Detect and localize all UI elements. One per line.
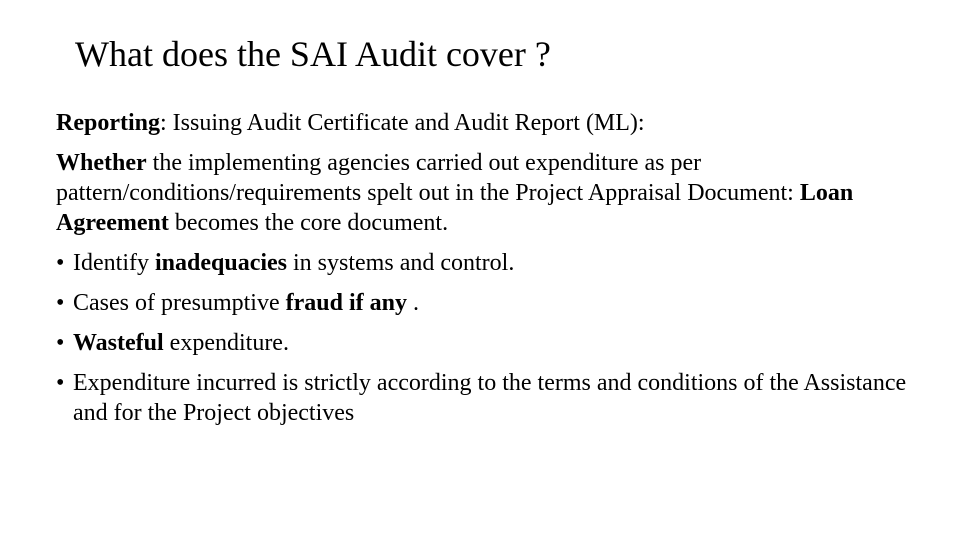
loan-agreement-emphasis: Loan Agreement [56,180,854,236]
bullet-text-before: Identify [73,250,155,276]
bullet-item-fraud [56,288,916,318]
bullet-list [56,248,916,428]
bullet-symbol: • [56,290,65,316]
bullet-text-after: in systems and control. [287,250,515,276]
bullet-symbol: • [56,330,65,356]
whether-paragraph [56,148,916,238]
bullet-text-bold: Wasteful [73,330,164,356]
whether-label: Whether [56,150,147,176]
whether-text-after: becomes the core document. [168,210,449,236]
bullet-text-before: Cases of presumptive [73,290,286,316]
whether-text-before: the implementing agencies carried out expenditure as per pattern/conditions/requirements spelt out in the Project Appraisal Document: [56,150,800,206]
bullet-text-after: expenditure. [163,330,289,356]
bullet-text-before: Expenditure incurred is strictly according to the terms and conditions of the Assistance and for the Project objectives [73,370,907,426]
bullet-item-wasteful [56,328,916,358]
slide-content [56,108,916,438]
bullet-symbol: • [56,370,65,396]
slide-title: What does the SAI Audit cover ? [75,34,551,74]
bullet-text-bold: inadequacies [154,250,288,276]
reporting-label: Reporting [56,110,160,136]
bullet-item-expenditure [56,368,916,428]
bullet-item-inadequacies [56,248,916,278]
bullet-text-bold: fraud if any [285,290,407,316]
reporting-text: : Issuing Audit Certificate and Audit Report (ML): [160,110,645,136]
reporting-paragraph [56,108,916,138]
bullet-symbol: • [56,250,65,276]
bullet-text-after: . [406,290,419,316]
